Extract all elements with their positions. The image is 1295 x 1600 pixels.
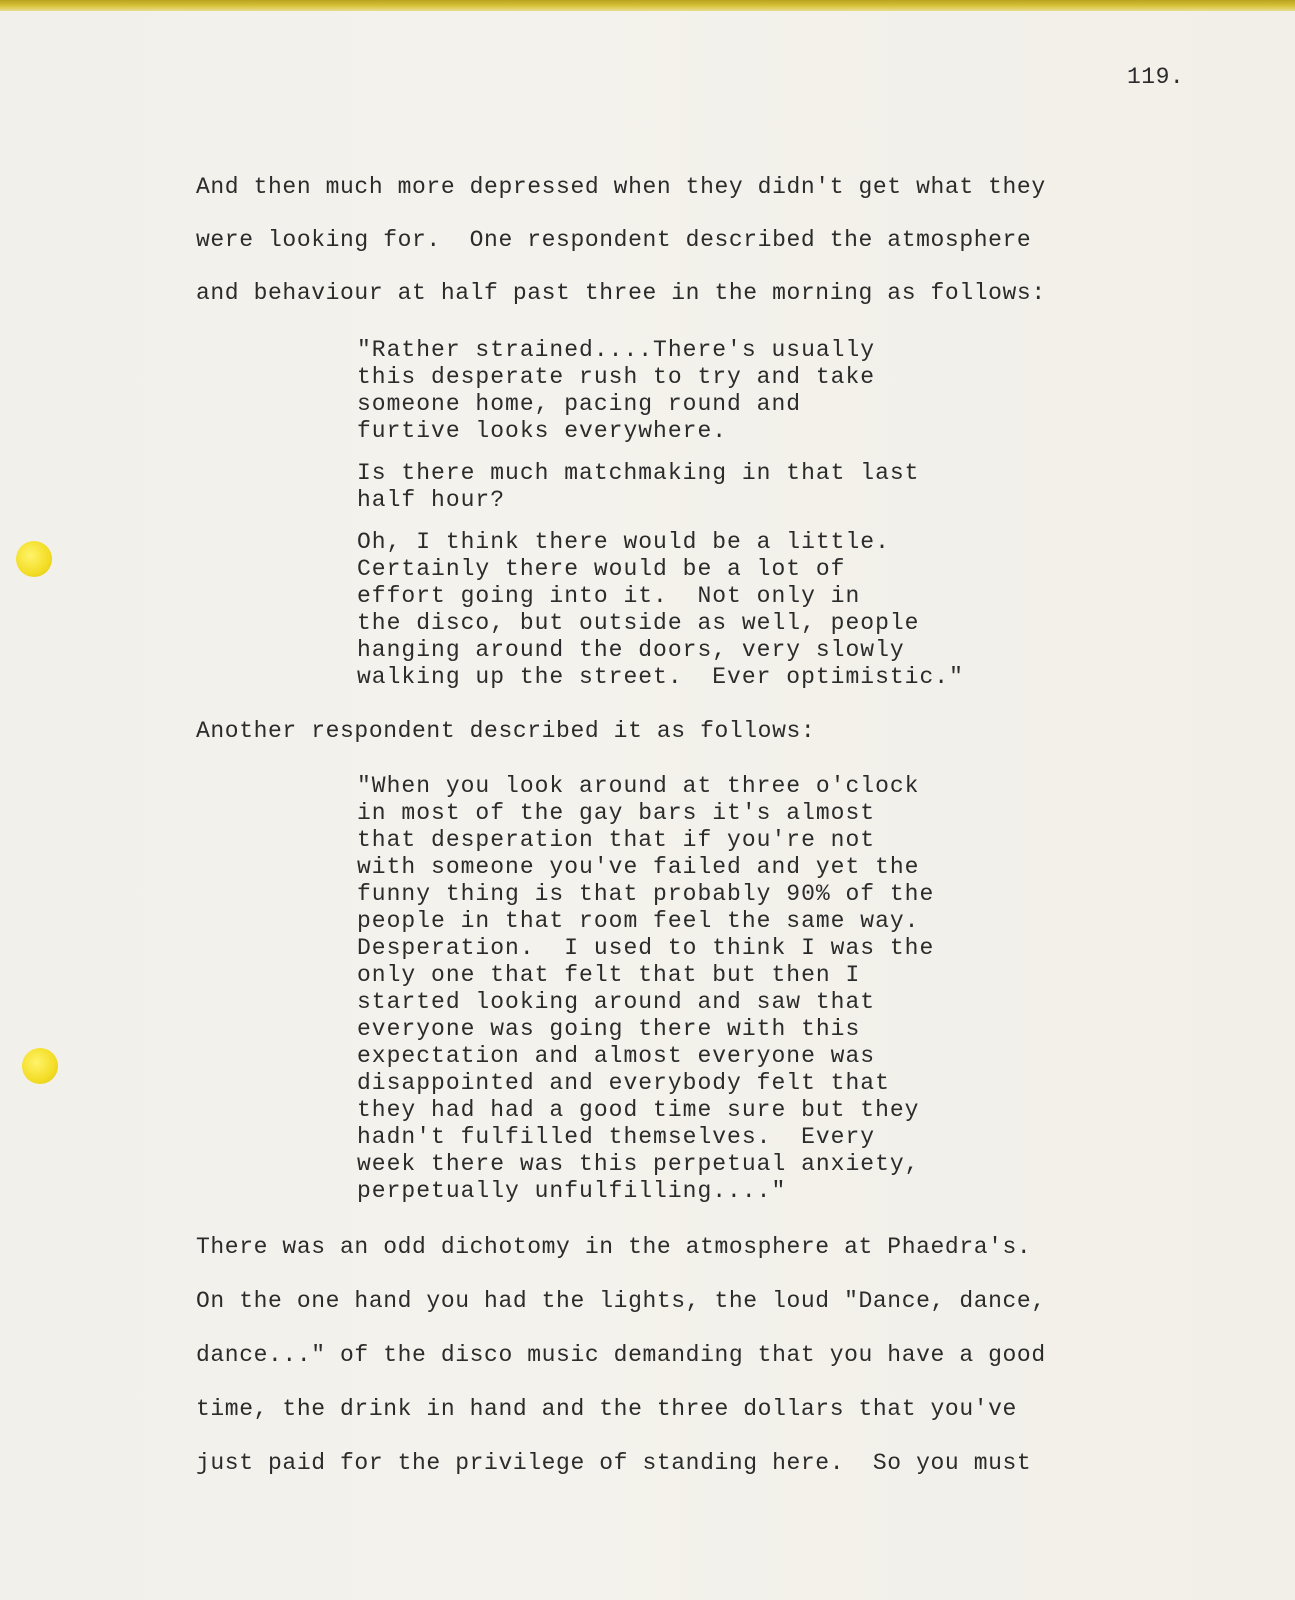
paragraph-2-line: time, the drink in hand and the three dollars that you've — [196, 1396, 1017, 1422]
quote-2-line: Desperation. I used to think I was the — [357, 935, 935, 961]
quote-2-line: funny thing is that probably 90% of the — [357, 881, 935, 907]
quote-2-line: expectation and almost everyone was — [357, 1043, 876, 1069]
quote-2-line: hadn't fulfilled themselves. Every — [357, 1124, 876, 1150]
binder-hole-bottom — [22, 1048, 58, 1084]
quote-2-line: that desperation that if you're not — [357, 827, 876, 853]
paragraph-2-line: dance..." of the disco music demanding that you have a good — [196, 1342, 1046, 1368]
quote-1-line: furtive looks everywhere. — [357, 418, 728, 444]
quote-2-line: started looking around and saw that — [357, 989, 876, 1015]
quote-1-line: this desperate rush to try and take — [357, 364, 876, 390]
interview-answer-line: hanging around the doors, very slowly — [357, 637, 905, 663]
binder-hole-top — [16, 541, 52, 577]
quote-2-line: they had had a good time sure but they — [357, 1097, 920, 1123]
paragraph-2-line: just paid for the privilege of standing here. So you must — [196, 1450, 1032, 1476]
quote-2-line: disappointed and everybody felt that — [357, 1070, 890, 1096]
quote-2-line: week there was this perpetual anxiety, — [357, 1151, 920, 1177]
quote-1-line: "Rather strained....There's usually — [357, 337, 876, 363]
interview-answer-line: Oh, I think there would be a little. — [357, 529, 890, 555]
quote-2-line: "When you look around at three o'clock — [357, 773, 920, 799]
quote-2-line: with someone you've failed and yet the — [357, 854, 920, 880]
quote-2-line: in most of the gay bars it's almost — [357, 800, 876, 826]
quote-2-line: people in that room feel the same way. — [357, 908, 920, 934]
paragraph-2-line: On the one hand you had the lights, the loud "Dance, dance, — [196, 1288, 1046, 1314]
interview-question-line: Is there much matchmaking in that last — [357, 460, 920, 486]
paragraph-2-line: There was an odd dichotomy in the atmosphere at Phaedra's. — [196, 1234, 1032, 1260]
quote-2-line: perpetually unfulfilling...." — [357, 1178, 787, 1204]
interview-answer-line: walking up the street. Ever optimistic." — [357, 664, 964, 690]
quote-2-line: only one that felt that but then I — [357, 962, 861, 988]
paragraph-1-line: were looking for. One respondent described the atmosphere — [196, 227, 1032, 253]
binder-edge — [0, 0, 1295, 11]
paragraph-1-line: and behaviour at half past three in the morning as follows: — [196, 280, 1046, 306]
interview-answer-line: Certainly there would be a lot of — [357, 556, 846, 582]
interview-answer-line: effort going into it. Not only in — [357, 583, 861, 609]
interview-question-line: half hour? — [357, 487, 506, 513]
quote-2-line: everyone was going there with this — [357, 1016, 861, 1042]
paragraph-1-line: And then much more depressed when they didn't get what they — [196, 174, 1046, 200]
quote-1-line: someone home, pacing round and — [357, 391, 802, 417]
intro-2-line: Another respondent described it as follows: — [196, 718, 816, 744]
page-number: 119. — [1127, 64, 1185, 90]
interview-answer-line: the disco, but outside as well, people — [357, 610, 920, 636]
